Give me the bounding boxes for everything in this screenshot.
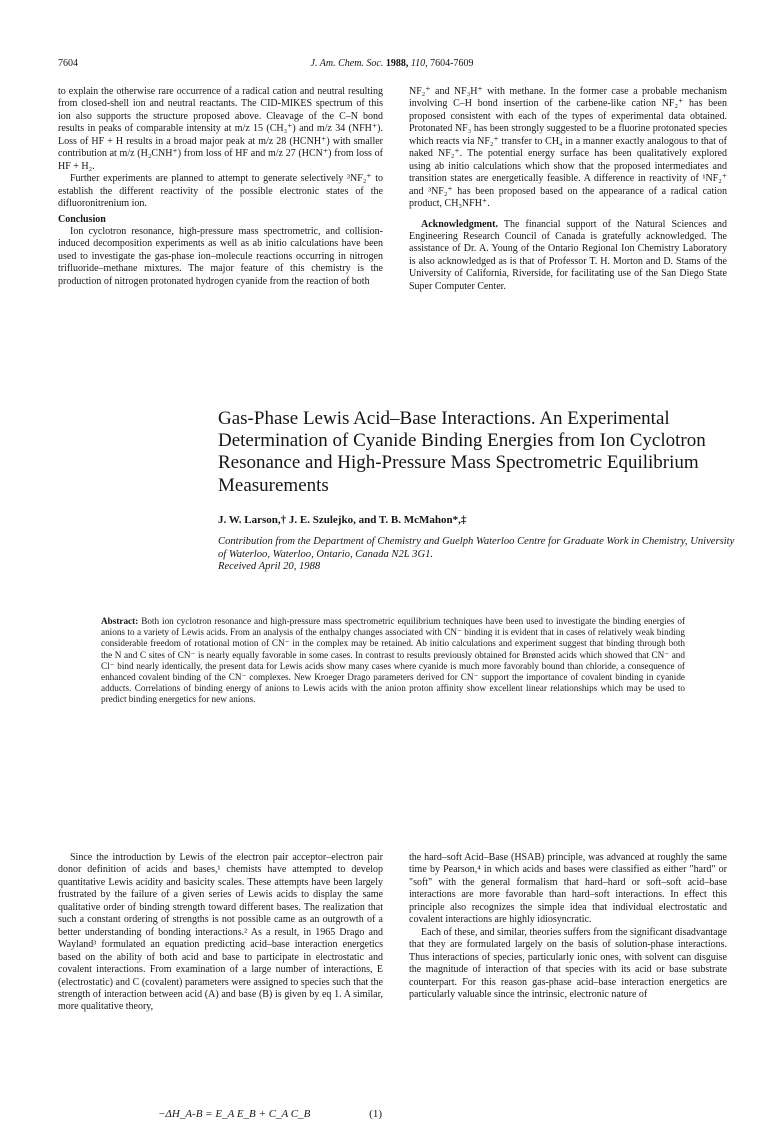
- affiliation-text: Contribution from the Department of Chemistry and Guelph Waterloo Centre for Graduate Work in Chemistry, University of Waterloo, Waterloo, Ontario, Canada N2L 3G1.: [218, 536, 735, 560]
- paragraph: Since the introduction by Lewis of the electron pair acceptor–electron pair donor definition of acids and bases,¹ chemists have attempted to develop quantitative Lewis acidity and basicity scales. These attempts have been largely frustrated by the failure of a given series of Lewis acids to display the same qualitative order of binding strength toward different bases. The realization that such a constant ordering of strengths is not possible came as an outgrowth of a better understanding of bonding interactions.² As a result, in 1965 Drago and Wayland³ formulated an equation predicting acid–base interaction energetics based on the ability of both acid and base to participate in electrostatic and covalent interactions. From examination of a large number of interactions, E (electrostatic) and C (covalent) parameters were assigned to species such that the strength of interaction between acid (A) and base (B) is given by eq 1. A similar, more qualitative theory,: [58, 852, 383, 1013]
- page-number: 7604: [58, 58, 78, 69]
- journal-pages: 7604-7609: [430, 58, 474, 69]
- body-right-column: [409, 852, 727, 1001]
- acknowledgment-text: The financial support of the Natural Sciences and Engineering Research Council of Canada is gratefully acknowledged. The assistance of Dr. A. Young of the Ontario Regional Ion Chemistry Laboratory is also acknowledged as is that of Professor T. H. Morton and D. Stams of the University of California, Riverside, for facilitating use of the San Diego State Super Computer Center.: [409, 218, 728, 292]
- paragraph: Each of these, and similar, theories suffers from the significant disadvantage that they are formulated largely on the basis of solution-phase interactions. Thus interactions of species, particularly ionic ones, with solvent can disguise the magnitude of interaction of that species with its acid or base substrate counterpart. For this reason gas-phase acid–base interaction energetics are particularly valuable since the intrinsic, electronic nature of: [409, 926, 727, 1000]
- paragraph: Ion cyclotron resonance, high-pressure mass spectrometric, and collision-induced decomposition experiments as well as ab initio calculations have been used to investigate the gas-phase ion–molecule reactions occurring in nitrogen trifluoride–methane mixtures. The major feature of this chemistry is the production of nitrogen protonated hydrogen cyanide from the reaction of both: [58, 225, 383, 287]
- equation: −ΔH_A-B = E_A E_B + C_A C_B: [158, 1108, 311, 1120]
- equation-number: (1): [369, 1108, 382, 1120]
- previous-article-left-column: [58, 86, 383, 288]
- body-left-column: [58, 852, 383, 1014]
- acknowledgment-heading: Acknowledgment.: [421, 218, 498, 230]
- journal-reference: [58, 58, 726, 69]
- article-affiliation: [218, 536, 738, 574]
- article-authors: J. W. Larson,† J. E. Szulejko, and T. B. McMahon*,‡: [218, 514, 467, 526]
- journal-name: J. Am. Chem. Soc.: [310, 58, 384, 69]
- equation-1: [58, 1108, 382, 1122]
- running-header: [58, 58, 726, 72]
- journal-year: 1988,: [385, 58, 409, 69]
- abstract: [101, 616, 685, 706]
- conclusion-heading: Conclusion: [58, 213, 106, 225]
- acknowledgment: [409, 219, 727, 294]
- previous-article-right-column: [409, 86, 727, 293]
- journal-volume: 110,: [410, 58, 428, 69]
- abstract-heading: Abstract:: [101, 616, 139, 626]
- received-date: Received April 20, 1988: [218, 561, 321, 573]
- abstract-text: Both ion cyclotron resonance and high-pressure mass spectrometric equilibrium techniques have been used to investigate the binding energies of anions to a variety of Lewis acids. From an analysis of the enthalpy changes associated with CN⁻ binding it is evident that in cases of relatively weak binding considerable freedom of rotational motion of CN⁻ in the complex may be retained. Ab initio calculations and experiment suggest that binding through both the N and C sites of CN⁻ is nearly equally favorable in some cases. In contrast to results previously obtained for Brønsted acids which showed that CN⁻ and Cl⁻ bind nearly identically, the present data for Lewis acids show many cases where cyanide is much more favorably bound than chloride, a consequence of enhanced covalent binding of the CN⁻ complexes. New Kroeger Drago parameters derived for CN⁻ support the importance of covalent binding in cyanide adducts. Correlations of binding energy of anions to Lewis acids with the anion proton affinity show excellent linear relationships which may be used to predict binding energetics for new anions.: [101, 616, 686, 705]
- paragraph: NF₂⁺ and NF₃H⁺ with methane. In the former case a probable mechanism involving C–H bond insertion of the carbene-like cation NF₂⁺ has been proposed consistent with each of the types of experimental data obtained. Protonated NF₃ has been strongly suggested to be a fluorine protonated species which reacts via NF₂⁺ transfer to CH₄ in a manner exactly analogous to that of naked NF₂⁺. The potential energy surface has been qualitatively explored using ab initio calculations which show that the proposed intermediates and transition states are energetically feasible. A difference in reactivity of ¹NF₂⁺ and ³NF₂⁺ has been proposed based on the appearance of a radical cation product, CH₃NFH⁺.: [409, 86, 727, 210]
- article-title: Gas-Phase Lewis Acid–Base Interactions. An Experimental Determination of Cyanide Binding Energies from Ion Cyclotron Resonance and High-Pressure Mass Spectrometric Equilibrium Measurements: [218, 408, 706, 496]
- paragraph: to explain the otherwise rare occurrence of a radical cation and neutral resulting from closed-shell ion and neutral reactants. The CID-MIKES spectrum of this ion also supports the structure proposed above. Cleavage of the C–N bond results in peaks of comparable intensity at m/z 15 (CH₃⁺) and m/z 34 (NFH⁺). Loss of HF + H results in a broad major peak at m/z 28 (HCNH⁺) with smaller contribution at m/z (H₂CNH⁺) from loss of HF and m/z 27 (HCN⁺) from loss of HF + H₂.: [58, 86, 383, 172]
- paragraph: the hard–soft Acid–Base (HSAB) principle, was advanced at roughly the same time by Pearson,⁴ in which acids and bases were classified as either "hard" or "soft" with the general formalism that hard–hard or soft–soft acid–base interactions are more favorable than hard–soft interactions. In effect this principle also recognizes the simple idea that individual electrostatic and covalent interactions are highly idiosyncratic.: [409, 852, 727, 926]
- paragraph: Further experiments are planned to attempt to generate selectively ³NF₂⁺ to establish the different reactivity of the possible electronic states of the difluoronitrenium ion.: [58, 173, 383, 210]
